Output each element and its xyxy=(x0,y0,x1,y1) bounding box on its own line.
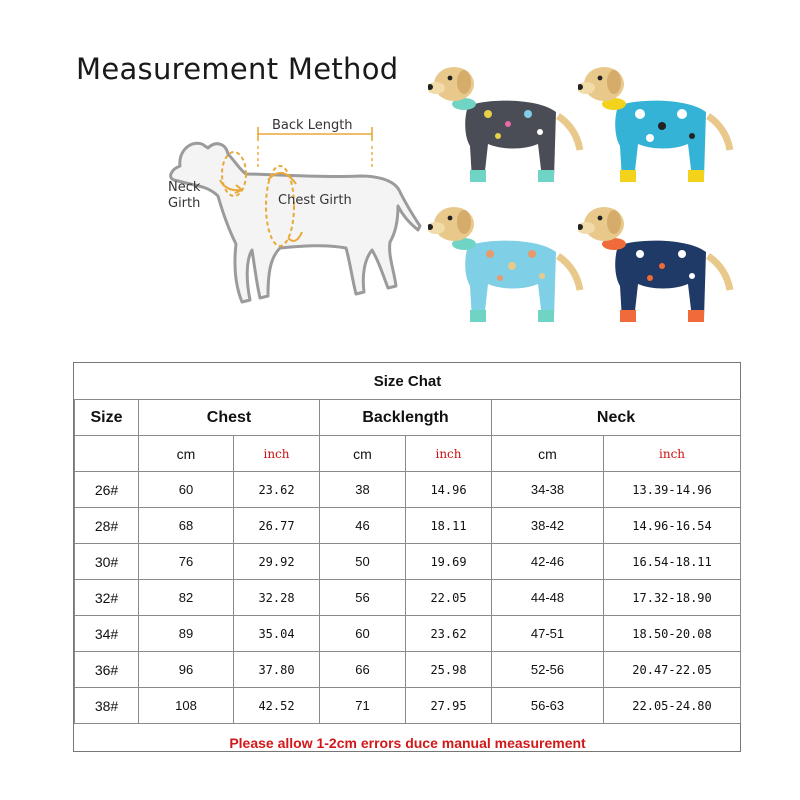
back-cm-cell: 60 xyxy=(320,616,406,652)
back-inch-cell: 19.69 xyxy=(406,544,492,580)
dog-photo-gray-suit xyxy=(428,58,588,198)
measurement-diagram xyxy=(150,100,440,340)
unit-back-cm: cm xyxy=(320,436,406,472)
chest-inch-cell: 32.28 xyxy=(234,580,320,616)
dog-photo-lightblue-suit xyxy=(428,198,588,338)
unit-neck-inch: inch xyxy=(604,436,741,472)
neck-inch-cell: 22.05-24.80 xyxy=(604,688,741,724)
back-inch-cell: 14.96 xyxy=(406,472,492,508)
neck-girth-label-line2: Girth xyxy=(168,196,201,211)
back-length-label: Back Length xyxy=(272,118,353,133)
neck-cm-cell: 34-38 xyxy=(492,472,604,508)
chest-girth-label: Chest Girth xyxy=(278,193,352,208)
dog-photo-navy-suit xyxy=(578,198,738,338)
unit-back-inch: inch xyxy=(406,436,492,472)
table-row xyxy=(75,580,741,616)
unit-blank xyxy=(75,436,139,472)
chest-inch-cell: 26.77 xyxy=(234,508,320,544)
neck-cm-cell: 42-46 xyxy=(492,544,604,580)
chest-cm-cell: 76 xyxy=(139,544,234,580)
measurement-note: Please allow 1-2cm errors duce manual measurement xyxy=(229,734,586,751)
neck-inch-cell: 20.47-22.05 xyxy=(604,652,741,688)
back-inch-cell: 18.11 xyxy=(406,508,492,544)
table-row xyxy=(75,616,741,652)
table-row xyxy=(75,472,741,508)
unit-neck-cm: cm xyxy=(492,436,604,472)
back-inch-cell: 23.62 xyxy=(406,616,492,652)
back-inch-cell: 22.05 xyxy=(406,580,492,616)
header-chest: Chest xyxy=(139,400,320,436)
back-inch-cell: 25.98 xyxy=(406,652,492,688)
table-row xyxy=(75,688,741,724)
table-row xyxy=(75,544,741,580)
size-chart-caption: Size Chat xyxy=(75,363,741,400)
header-size: Size xyxy=(75,400,139,436)
neck-cm-cell: 44-48 xyxy=(492,580,604,616)
back-inch-cell: 27.95 xyxy=(406,688,492,724)
table-row xyxy=(75,508,741,544)
dog-photo-teal-suit xyxy=(578,58,738,198)
back-cm-cell: 71 xyxy=(320,688,406,724)
chest-inch-cell: 37.80 xyxy=(234,652,320,688)
back-cm-cell: 50 xyxy=(320,544,406,580)
size-cell: 34# xyxy=(75,616,139,652)
size-chart xyxy=(73,362,741,752)
size-cell: 30# xyxy=(75,544,139,580)
page-title: Measurement Method xyxy=(76,52,399,86)
neck-girth-label-line1: Neck xyxy=(168,180,201,195)
header-neck: Neck xyxy=(492,400,741,436)
chest-inch-cell: 35.04 xyxy=(234,616,320,652)
size-cell: 38# xyxy=(75,688,139,724)
neck-cm-cell: 56-63 xyxy=(492,688,604,724)
size-cell: 26# xyxy=(75,472,139,508)
neck-inch-cell: 17.32-18.90 xyxy=(604,580,741,616)
unit-chest-inch: inch xyxy=(234,436,320,472)
neck-inch-cell: 18.50-20.08 xyxy=(604,616,741,652)
chest-cm-cell: 89 xyxy=(139,616,234,652)
chest-inch-cell: 23.62 xyxy=(234,472,320,508)
table-row xyxy=(75,652,741,688)
dog-outline-illustration xyxy=(150,100,440,340)
back-cm-cell: 46 xyxy=(320,508,406,544)
neck-cm-cell: 52-56 xyxy=(492,652,604,688)
chest-cm-cell: 108 xyxy=(139,688,234,724)
size-cell: 36# xyxy=(75,652,139,688)
back-cm-cell: 38 xyxy=(320,472,406,508)
back-cm-cell: 66 xyxy=(320,652,406,688)
back-cm-cell: 56 xyxy=(320,580,406,616)
unit-chest-cm: cm xyxy=(139,436,234,472)
size-cell: 28# xyxy=(75,508,139,544)
neck-inch-cell: 14.96-16.54 xyxy=(604,508,741,544)
chest-cm-cell: 82 xyxy=(139,580,234,616)
header-backlength: Backlength xyxy=(320,400,492,436)
chest-cm-cell: 60 xyxy=(139,472,234,508)
chest-cm-cell: 96 xyxy=(139,652,234,688)
chest-inch-cell: 42.52 xyxy=(234,688,320,724)
size-cell: 32# xyxy=(75,580,139,616)
neck-inch-cell: 13.39-14.96 xyxy=(604,472,741,508)
neck-inch-cell: 16.54-18.11 xyxy=(604,544,741,580)
chest-inch-cell: 29.92 xyxy=(234,544,320,580)
neck-cm-cell: 47-51 xyxy=(492,616,604,652)
neck-cm-cell: 38-42 xyxy=(492,508,604,544)
size-chart-table xyxy=(74,363,741,761)
chest-cm-cell: 68 xyxy=(139,508,234,544)
